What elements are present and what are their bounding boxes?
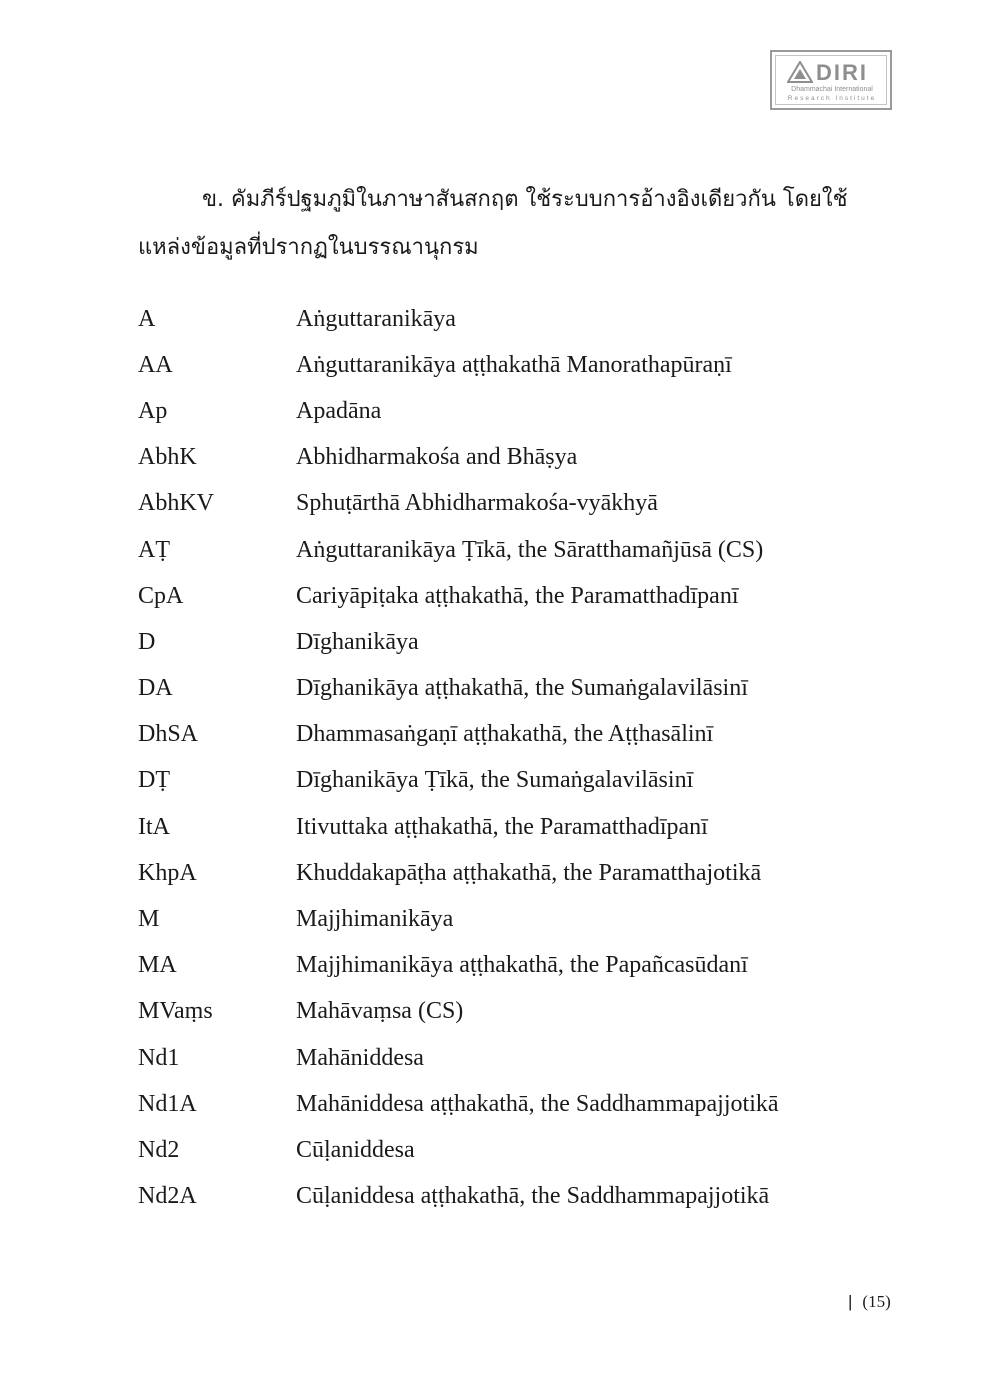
abbreviation-row bbox=[138, 296, 779, 342]
abbreviation-row bbox=[138, 712, 779, 758]
abbreviation-row bbox=[138, 619, 779, 665]
intro-paragraph bbox=[138, 176, 910, 272]
abbreviation-row bbox=[138, 943, 779, 989]
abbreviation-code: ItA bbox=[138, 813, 170, 840]
abbreviation-code: M bbox=[138, 906, 160, 933]
abbreviation-row bbox=[138, 1081, 779, 1127]
abbreviation-code: MVaṃs bbox=[138, 998, 213, 1025]
abbreviation-row bbox=[138, 666, 779, 712]
abbreviation-code: KhpA bbox=[138, 859, 197, 886]
abbreviation-row bbox=[138, 896, 779, 942]
abbreviation-code: Ap bbox=[138, 397, 168, 424]
abbreviation-row bbox=[138, 342, 779, 388]
abbreviation-title: Khuddakapāṭha aṭṭhakathā, the Paramatthajotikā bbox=[296, 859, 762, 886]
folio-divider: | bbox=[848, 1292, 853, 1311]
abbreviation-row bbox=[138, 758, 779, 804]
abbreviation-title: Majjhimanikāya aṭṭhakathā, the Papañcasūdanī bbox=[296, 952, 748, 979]
abbreviation-title: Cūḷaniddesa aṭṭhakathā, the Saddhammapajjotikā bbox=[296, 1183, 770, 1210]
abbreviation-title: Cūḷaniddesa bbox=[296, 1136, 415, 1163]
abbreviation-title: Dīghanikāya Ṭīkā, the Sumaṅgalavilāsinī bbox=[296, 767, 694, 794]
abbreviation-code: AbhK bbox=[138, 444, 197, 471]
abbreviation-row bbox=[138, 850, 779, 896]
abbreviation-code: Nd1 bbox=[138, 1044, 180, 1071]
abbreviation-title: Mahāniddesa bbox=[296, 1044, 424, 1071]
abbreviation-title: Abhidharmakośa and Bhāṣya bbox=[296, 444, 578, 471]
abbreviation-title: Dīghanikāya bbox=[296, 628, 419, 655]
abbreviation-code: A bbox=[138, 305, 156, 332]
abbreviation-code: AṬ bbox=[138, 536, 170, 563]
abbreviation-code: MA bbox=[138, 952, 177, 979]
abbreviation-title: Mahāniddesa aṭṭhakathā, the Saddhammapajjotikā bbox=[296, 1090, 779, 1117]
intro-line-2: แหล่งข้อมูลที่ปรากฏในบรรณานุกรม bbox=[138, 235, 479, 260]
page-number bbox=[848, 1292, 891, 1312]
abbreviation-title: Sphuṭārthā Abhidharmakośa-vyākhyā bbox=[296, 490, 658, 517]
abbreviation-title: Itivuttaka aṭṭhakathā, the Paramatthadīpanī bbox=[296, 813, 708, 840]
logo-subtitle-line2: Research Institute bbox=[787, 95, 877, 102]
abbreviation-row bbox=[138, 573, 779, 619]
abbreviation-title: Apadāna bbox=[296, 397, 382, 424]
abbreviation-row bbox=[138, 804, 779, 850]
abbreviation-row bbox=[138, 989, 779, 1035]
abbreviation-list bbox=[138, 296, 779, 1220]
intro-line-1: ข. คัมภีร์ปฐมภูมิในภาษาสันสกฤต ใช้ระบบการอ้างอิงเดียวกัน โดยใช้ bbox=[202, 187, 848, 212]
logo-subtitle-line1: Dhammachai International bbox=[791, 86, 873, 93]
abbreviation-row bbox=[138, 481, 779, 527]
abbreviation-code: Nd1A bbox=[138, 1090, 197, 1117]
abbreviation-row bbox=[138, 1174, 779, 1220]
abbreviation-code: D bbox=[138, 628, 156, 655]
abbreviation-code: DhSA bbox=[138, 721, 199, 748]
abbreviation-title: Aṅguttaranikāya bbox=[296, 305, 456, 332]
abbreviation-row bbox=[138, 527, 779, 573]
abbreviation-title: Mahāvaṃsa (CS) bbox=[296, 998, 464, 1025]
abbreviation-row bbox=[138, 388, 779, 434]
abbreviation-title: Dhammasaṅgaṇī aṭṭhakathā, the Aṭṭhasālinī bbox=[296, 721, 714, 748]
abbreviation-title: Majjhimanikāya bbox=[296, 906, 454, 933]
abbreviation-code: AA bbox=[138, 351, 173, 378]
abbreviation-title: Aṅguttaranikāya Ṭīkā, the Sāratthamañjūsā (CS) bbox=[296, 536, 764, 563]
page-number-text: (15) bbox=[862, 1292, 891, 1311]
abbreviation-code: Nd2A bbox=[138, 1183, 197, 1210]
abbreviation-code: CpA bbox=[138, 582, 184, 609]
abbreviation-code: Nd2 bbox=[138, 1136, 180, 1163]
logo-title: DIRI bbox=[816, 60, 868, 85]
abbreviation-code: DA bbox=[138, 675, 173, 702]
abbreviation-row bbox=[138, 1127, 779, 1173]
diri-logo bbox=[770, 50, 892, 110]
triangle-logo-icon bbox=[787, 61, 813, 83]
abbreviation-row bbox=[138, 435, 779, 481]
abbreviation-code: AbhKV bbox=[138, 490, 214, 517]
abbreviation-row bbox=[138, 1035, 779, 1081]
abbreviation-title: Aṅguttaranikāya aṭṭhakathā Manorathapūraṇī bbox=[296, 351, 732, 378]
abbreviation-title: Cariyāpiṭaka aṭṭhakathā, the Paramatthadīpanī bbox=[296, 582, 739, 609]
abbreviation-title: Dīghanikāya aṭṭhakathā, the Sumaṅgalavilāsinī bbox=[296, 675, 748, 702]
abbreviation-code: DṬ bbox=[138, 767, 170, 794]
